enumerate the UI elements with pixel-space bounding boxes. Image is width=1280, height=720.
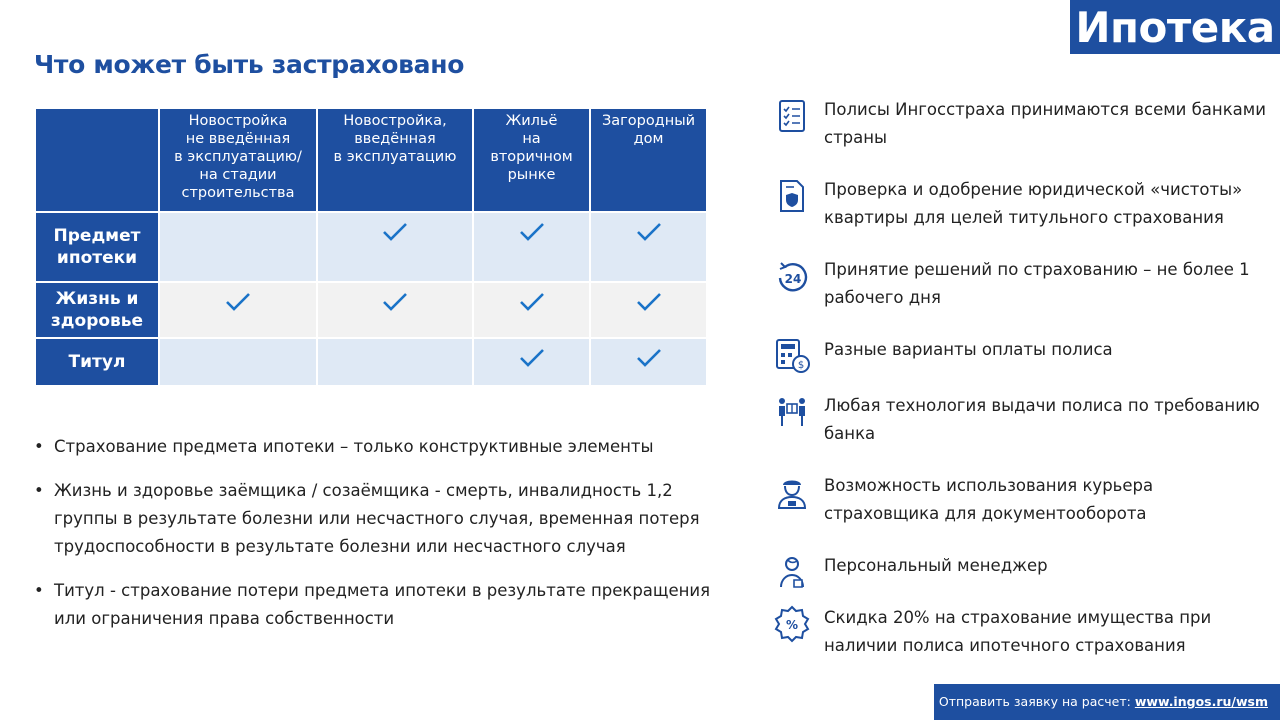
checkmark-icon (381, 291, 409, 313)
table-cell (159, 338, 317, 386)
svg-text:%: % (785, 618, 799, 632)
checkmark-icon (518, 291, 546, 313)
checkmark-icon (224, 291, 252, 313)
table-cell (317, 212, 473, 282)
bullet-dot-icon: • (34, 437, 44, 456)
footer-text: Отправить заявку на расчет: (938, 694, 1131, 709)
row-header: Титул (35, 338, 159, 386)
table-cell (473, 212, 590, 282)
table-cell (473, 338, 590, 386)
manager-icon (772, 552, 812, 592)
col-header: Загородный дом (590, 108, 707, 212)
table-cell (317, 338, 473, 386)
brand-badge: Ипотека (1070, 0, 1280, 54)
table-cell (159, 212, 317, 282)
list-item (34, 577, 724, 633)
footer-bar (934, 684, 1280, 720)
col-header: Жильё на вторичном рынке (473, 108, 590, 212)
svg-text:$: $ (797, 360, 805, 371)
list-item (34, 433, 724, 461)
feature-text: Проверка и одобрение юридической «чистоты» квартиры для целей титульного страхования (824, 180, 1243, 227)
feature-item (772, 256, 1272, 312)
coverage-table (34, 107, 708, 387)
feature-text: Скидка 20% на страхование имущества при наличии полиса ипотечного страхования (824, 608, 1212, 655)
checkmark-icon (518, 221, 546, 243)
feature-text: Любая технология выдачи полиса по требованию банка (824, 396, 1260, 443)
feature-text: Разные варианты оплаты полиса (824, 340, 1113, 359)
bullet-dot-icon: • (34, 581, 44, 600)
table-row (35, 282, 707, 338)
document-list-icon (772, 96, 812, 136)
table-row (35, 212, 707, 282)
table-cell (590, 212, 707, 282)
checkmark-icon (635, 221, 663, 243)
bullet-text: Жизнь и здоровье заёмщика / созаёмщика - смерть, инвалидность 1,2 группы в результате болезни или несчастного случая, временная потеря трудоспособности в результате болезни или несчастного случая (54, 481, 700, 556)
feature-text: Персональный менеджер (824, 556, 1048, 575)
footer-link[interactable]: www.ingos.ru/wsm (1134, 694, 1268, 709)
feature-item (772, 336, 1272, 376)
checkmark-icon (381, 221, 409, 243)
checkmark-icon (635, 347, 663, 369)
shield-document-icon (772, 176, 812, 216)
checkmark-icon (518, 347, 546, 369)
table-cell (159, 282, 317, 338)
list-item (34, 477, 724, 561)
row-header: Жизнь и здоровье (35, 282, 159, 338)
bullet-dot-icon: • (34, 481, 44, 500)
coverage-notes (34, 433, 724, 649)
table-row (35, 338, 707, 386)
table-corner (35, 108, 159, 212)
table-cell (590, 282, 707, 338)
page-title: Что может быть застраховано (34, 50, 465, 79)
bullet-text: Страхование предмета ипотеки – только конструктивные элементы (54, 437, 654, 456)
feature-text: Возможность использования курьера страховщика для документооборота (824, 476, 1154, 523)
table-cell (473, 282, 590, 338)
feature-text: Полисы Ингосстраха принимаются всеми банками страны (824, 100, 1266, 147)
svg-text:24: 24 (784, 272, 802, 286)
col-header: Новостройка не введённая в эксплуатацию/ на стадии строительства (159, 108, 317, 212)
checkmark-icon (635, 291, 663, 313)
discount-badge-icon (772, 604, 812, 644)
col-header: Новостройка, введённая в эксплуатацию (317, 108, 473, 212)
feature-item (772, 604, 1272, 660)
clock-24-icon (772, 256, 812, 296)
feature-item (772, 176, 1272, 232)
feature-item (772, 472, 1272, 528)
feature-item (772, 552, 1272, 592)
table-cell (317, 282, 473, 338)
row-header: Предмет ипотеки (35, 212, 159, 282)
table-cell (590, 338, 707, 386)
courier-icon (772, 472, 812, 512)
bullet-text: Титул - страхование потери предмета ипотеки в результате прекращения или ограничения права собственности (54, 581, 711, 628)
payment-calculator-icon (772, 336, 812, 376)
delivery-people-icon (772, 392, 812, 432)
feature-text: Принятие решений по страхованию – не более 1 рабочего дня (824, 260, 1250, 307)
feature-item (772, 96, 1272, 152)
feature-item (772, 392, 1272, 448)
